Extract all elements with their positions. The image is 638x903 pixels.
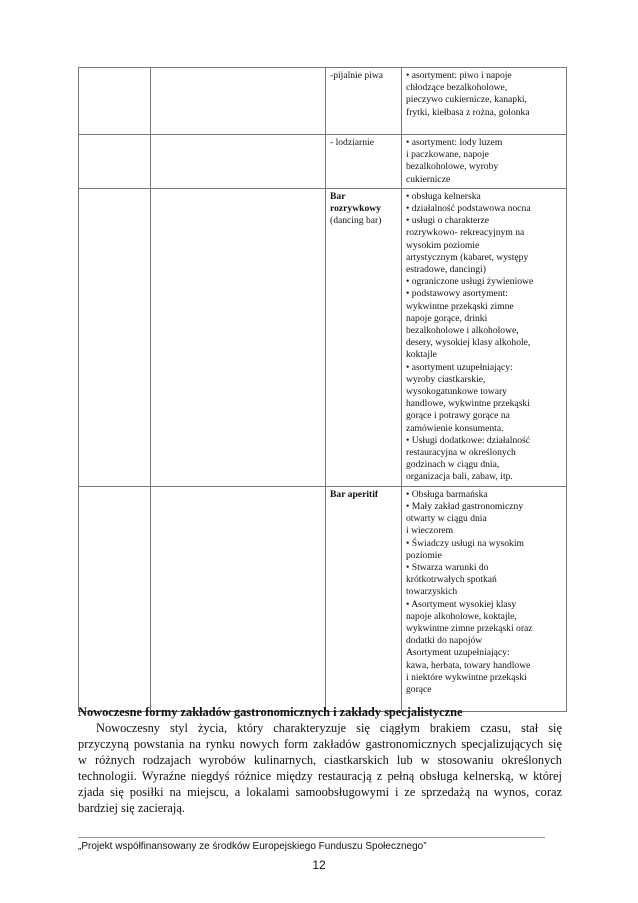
description-line: • Obsługa barmańska xyxy=(406,488,488,500)
empty-cell xyxy=(79,68,151,135)
table-row xyxy=(79,486,567,711)
description-line: wyroby ciastkarskie, xyxy=(406,373,486,385)
table-row xyxy=(79,68,567,135)
description-line: wysokim poziomie xyxy=(406,239,480,251)
description-cell xyxy=(402,188,567,486)
description-line: rozrywkowo- rekreacyjnym na xyxy=(406,227,525,239)
description-line: • asortyment: lody luzem xyxy=(406,137,503,148)
paragraph-line: technologii. Wyraźne niegdyś różnice między restauracją z pełną obsługa kelnerską, w której xyxy=(78,769,562,783)
page-number: 12 xyxy=(312,858,326,872)
description-line: • obsługa kelnerska xyxy=(406,190,481,202)
description-line: i paczkowane, napoje xyxy=(406,149,489,161)
description-line: napoje alkoholowe, koktajle, xyxy=(406,610,517,622)
description-line: kawa, herbata, towary handlowe xyxy=(406,659,531,671)
description-line: artystycznym (kabaret, występy xyxy=(406,251,529,263)
section-heading: Nowoczesne formy zakładów gastronomicznych i zakłady specjalistyczne xyxy=(78,705,463,719)
description-line: cukiernicze xyxy=(406,173,451,185)
description-line: Asortyment uzupełniający: xyxy=(406,647,510,659)
description-line: handlowe, wykwintne przekąski xyxy=(406,398,530,410)
table-row xyxy=(79,188,567,486)
table-row xyxy=(79,135,567,189)
description-line: otwarty w ciągu dnia xyxy=(406,513,487,525)
empty-cell xyxy=(151,135,326,189)
description-line: zamówienie konsumenta. xyxy=(406,422,504,434)
description-line: wysokogatunkowe towary xyxy=(406,386,507,398)
description-line: pieczywo cukiernicze, kanapki, xyxy=(406,94,527,106)
description-line: • asortyment uzupełniający: xyxy=(406,361,513,373)
type-cell xyxy=(326,188,402,486)
description-line: wykwintne przekąski zimne xyxy=(406,300,514,312)
empty-cell xyxy=(79,486,151,711)
type-label: Bar aperitif xyxy=(330,488,379,500)
description-line: towarzyskich xyxy=(406,586,458,598)
description-line: napoje gorące, drinki xyxy=(406,312,488,324)
description-line: bezalkoholowe, wyroby xyxy=(406,161,499,173)
description-line: • Świadczy usługi na wysokim xyxy=(406,537,524,549)
description-line: godzinach w ciągu dnia, xyxy=(406,459,500,471)
description-line: poziomie xyxy=(406,549,442,561)
description-line: gorące xyxy=(406,683,432,695)
type-label: Bar xyxy=(330,190,346,202)
description-line: i wieczorem xyxy=(406,525,454,537)
type-label: - lodziarnie xyxy=(330,137,374,148)
description-line: koktajle xyxy=(406,349,437,361)
description-line: • asortyment: piwo i napoje xyxy=(406,70,512,81)
type-label: -pijalnie piwa xyxy=(330,70,384,81)
description-line: krótkotrwałych spotkań xyxy=(406,574,497,586)
description-cell xyxy=(402,486,567,711)
description-line: organizacja bali, zabaw, itp. xyxy=(406,471,513,483)
description-line: • ograniczone usługi żywieniowe xyxy=(406,276,534,288)
section-modern-forms xyxy=(78,704,562,816)
type-cell xyxy=(326,135,402,189)
type-cell xyxy=(326,486,402,711)
description-line: • działalność podstawowa nocna xyxy=(406,203,531,215)
empty-cell xyxy=(79,188,151,486)
description-line: • Usługi dodatkowe: działalność xyxy=(406,434,531,446)
empty-cell xyxy=(151,68,326,135)
description-line: • Mały zakład gastronomiczny xyxy=(406,500,524,512)
type-label: (dancing bar) xyxy=(330,215,382,227)
footer-funding-note: „Projekt współfinansowany ze środków Europejskiego Funduszu Społecznego” xyxy=(78,841,427,852)
description-line: • Asortyment wysokiej klasy xyxy=(406,598,517,610)
description-line: wykwintne zimne przekąski oraz xyxy=(406,622,533,634)
empty-cell xyxy=(151,486,326,711)
description-line: estradowe, dancingi) xyxy=(406,264,486,276)
type-label: rozrywkowy xyxy=(330,203,381,215)
paragraph-line: bardziej się zacierają. xyxy=(78,801,185,815)
description-line: chłodzące bezalkoholowe, xyxy=(406,82,508,94)
description-line: frytki, kiełbasa z rożna, golonka xyxy=(406,106,530,118)
description-line: restauracyjna w określonych xyxy=(406,447,516,459)
paragraph-line: zjada się posiłki na miejscu, a lokalami samoobsługowymi i ze sprzedażą na wynos, coraz xyxy=(78,785,562,799)
description-line: • usługi o charakterze xyxy=(406,215,490,227)
description-line: bezalkoholowe i alkoholowe, xyxy=(406,325,519,337)
description-line: gorące i potrawy gorące na xyxy=(406,410,510,422)
paragraph-line: Nowoczesny styl życia, który charakteryzuje się ciągłym brakiem czasu, stał się xyxy=(96,721,562,735)
description-line: • podstawowy asortyment: xyxy=(406,288,508,300)
classification-table xyxy=(78,67,567,712)
empty-cell xyxy=(151,188,326,486)
type-cell xyxy=(326,68,402,135)
paragraph-line: w różnych rodzajach wyrobów kulinarnych, ciastkarskich lub w stosowaniu określonych xyxy=(78,753,562,767)
description-line: i niektóre wykwintne przekąski xyxy=(406,671,527,683)
description-cell xyxy=(402,135,567,189)
paragraph-line: przyczyną powstania na rynku nowych form zakładów gastronomicznych specjalizujących się xyxy=(78,737,562,751)
section-paragraph xyxy=(78,720,562,816)
footer-divider xyxy=(78,837,545,838)
description-line: • Stwarza warunki do xyxy=(406,561,489,573)
description-cell xyxy=(402,68,567,135)
empty-cell xyxy=(79,135,151,189)
description-line: dodatki do napojów xyxy=(406,635,483,647)
description-line: desery, wysokiej klasy alkohole, xyxy=(406,337,531,349)
